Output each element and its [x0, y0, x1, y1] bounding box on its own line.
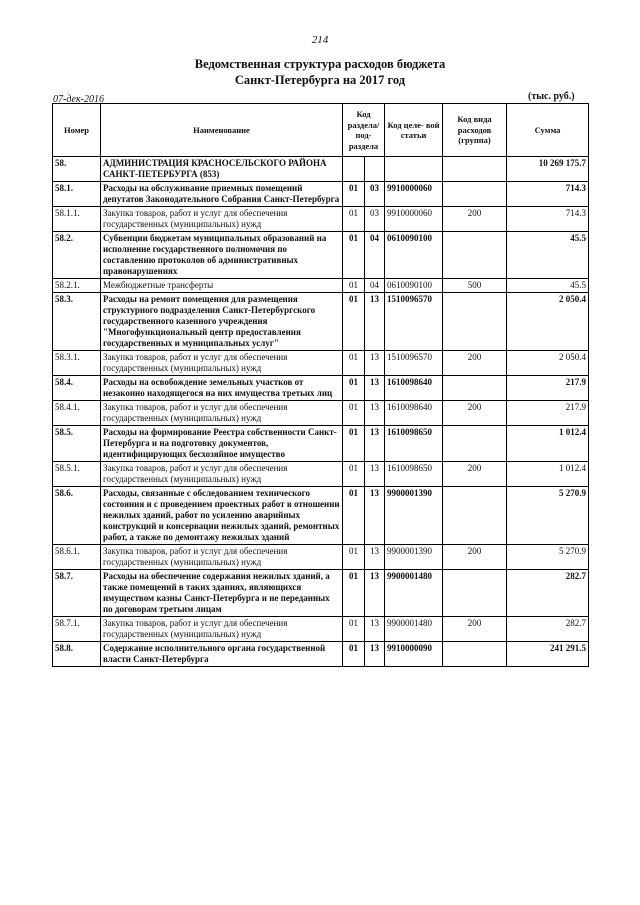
header-section: Код раздела/ под- раздела [343, 104, 385, 157]
row-amount: 2 050.4 [507, 351, 589, 376]
table-row [53, 182, 589, 207]
row-amount: 282.7 [507, 617, 589, 642]
table-row [53, 232, 589, 279]
row-section-code: 01 [343, 570, 365, 617]
header-name: Наименование [101, 104, 343, 157]
row-name: Расходы на ремонт помещения для размещения структурного подразделения Санкт-Петербургского государственного казенного учреждения "Многофункциональный центр предоставления государственных и муниципальных услуг" [101, 293, 343, 351]
row-target-code: 0610090100 [385, 279, 443, 293]
row-expense-type: 200 [443, 545, 507, 570]
row-target-code: 1610098640 [385, 376, 443, 401]
header-amount: Сумма [507, 104, 589, 157]
row-target-code: 1610098640 [385, 401, 443, 426]
table-header-row [53, 104, 589, 157]
row-name: АДМИНИСТРАЦИЯ КРАСНОСЕЛЬСКОГО РАЙОНА САНКТ-ПЕТЕРБУРГА (853) [101, 157, 343, 182]
table-row [53, 642, 589, 667]
row-target-code: 9910000090 [385, 642, 443, 667]
table-row [53, 426, 589, 462]
row-number: 58. [53, 157, 101, 182]
row-number: 58.6. [53, 487, 101, 545]
row-target-code: 1510096570 [385, 293, 443, 351]
row-expense-type [443, 376, 507, 401]
page-number: 214 [311, 34, 329, 46]
row-number: 58.1.1. [53, 207, 101, 232]
row-section-code: 01 [343, 232, 365, 279]
row-name: Содержание исполнительного органа государственной власти Санкт-Петербурга [101, 642, 343, 667]
row-name: Расходы на формирование Реестра собственности Санкт-Петербурга и на подготовку документов, идентифицирующих бесхозяйное имущество [101, 426, 343, 462]
row-section-code [343, 157, 365, 182]
row-subsection-code: 13 [365, 401, 385, 426]
budget-table [52, 103, 589, 667]
table-row [53, 401, 589, 426]
table-row [53, 279, 589, 293]
row-name: Закупка товаров, работ и услуг для обеспечения государственных (муниципальных) нужд [101, 401, 343, 426]
title-line-2: Санкт-Петербурга на 2017 год [234, 73, 406, 87]
row-subsection-code [365, 157, 385, 182]
row-subsection-code: 13 [365, 570, 385, 617]
row-number: 58.4. [53, 376, 101, 401]
row-section-code: 01 [343, 293, 365, 351]
row-number: 58.3. [53, 293, 101, 351]
row-section-code: 01 [343, 617, 365, 642]
row-expense-type: 200 [443, 617, 507, 642]
row-target-code: 9900001390 [385, 545, 443, 570]
row-name: Закупка товаров, работ и услуг для обеспечения государственных (муниципальных) нужд [101, 351, 343, 376]
row-target-code: 1510096570 [385, 351, 443, 376]
row-expense-type: 200 [443, 401, 507, 426]
row-number: 58.4.1. [53, 401, 101, 426]
row-name: Расходы на обеспечение содержания нежилых зданий, а также помещений в таких зданиях, являющихся имуществом казны Санкт-Петербурга и не переданных по договорам третьим лицам [101, 570, 343, 617]
table-row [53, 157, 589, 182]
table-row [53, 545, 589, 570]
row-target-code: 9900001480 [385, 617, 443, 642]
header-number: Номер [53, 104, 101, 157]
row-amount: 241 291.5 [507, 642, 589, 667]
row-subsection-code: 13 [365, 545, 385, 570]
row-amount: 217.9 [507, 376, 589, 401]
row-amount: 1 012.4 [507, 462, 589, 487]
row-section-code: 01 [343, 426, 365, 462]
row-expense-type: 200 [443, 351, 507, 376]
row-amount: 5 270.9 [507, 545, 589, 570]
row-amount: 45.5 [507, 232, 589, 279]
row-subsection-code: 13 [365, 642, 385, 667]
row-expense-type [443, 157, 507, 182]
row-amount: 10 269 175.7 [507, 157, 589, 182]
row-number: 58.6.1. [53, 545, 101, 570]
row-target-code: 9910000060 [385, 182, 443, 207]
row-name: Расходы на освобождение земельных участков от незаконно находящегося на них имущества третьих лиц [101, 376, 343, 401]
row-name: Закупка товаров, работ и услуг для обеспечения государственных (муниципальных) нужд [101, 617, 343, 642]
document-date: 07-дек-2016 [53, 94, 104, 105]
row-section-code: 01 [343, 642, 365, 667]
row-expense-type [443, 426, 507, 462]
row-section-code: 01 [343, 462, 365, 487]
row-amount: 5 270.9 [507, 487, 589, 545]
row-subsection-code: 04 [365, 232, 385, 279]
row-name: Закупка товаров, работ и услуг для обеспечения государственных (муниципальных) нужд [101, 207, 343, 232]
row-name: Закупка товаров, работ и услуг для обеспечения государственных (муниципальных) нужд [101, 462, 343, 487]
table-row [53, 376, 589, 401]
row-name: Расходы, связанные с обследованием технического состояния и с проведением проектных работ в отношении нежилых зданий, работ по усилению аварийных конструкций и консервации нежилых зданий, ремонтных работ, а также по демонтажу нежилых зданий [101, 487, 343, 545]
table-row [53, 293, 589, 351]
row-target-code: 0610090100 [385, 232, 443, 279]
table-row [53, 207, 589, 232]
header-expense-type: Код вида расходов (группа) [443, 104, 507, 157]
row-expense-type [443, 487, 507, 545]
row-number: 58.5.1. [53, 462, 101, 487]
row-name: Закупка товаров, работ и услуг для обеспечения государственных (муниципальных) нужд [101, 545, 343, 570]
table-row [53, 487, 589, 545]
row-subsection-code: 03 [365, 182, 385, 207]
row-number: 58.1. [53, 182, 101, 207]
row-expense-type [443, 293, 507, 351]
row-subsection-code: 03 [365, 207, 385, 232]
row-expense-type [443, 570, 507, 617]
row-number: 58.2. [53, 232, 101, 279]
row-subsection-code: 13 [365, 487, 385, 545]
row-amount: 282.7 [507, 570, 589, 617]
row-amount: 217.9 [507, 401, 589, 426]
row-subsection-code: 04 [365, 279, 385, 293]
row-amount: 714.3 [507, 207, 589, 232]
row-target-code: 1610098650 [385, 426, 443, 462]
row-section-code: 01 [343, 182, 365, 207]
row-section-code: 01 [343, 401, 365, 426]
row-amount: 2 050.4 [507, 293, 589, 351]
row-section-code: 01 [343, 376, 365, 401]
row-subsection-code: 13 [365, 293, 385, 351]
row-section-code: 01 [343, 279, 365, 293]
row-expense-type: 200 [443, 207, 507, 232]
table-row [53, 351, 589, 376]
header-target: Код целе- вой статьи [385, 104, 443, 157]
row-expense-type: 200 [443, 462, 507, 487]
row-number: 58.3.1. [53, 351, 101, 376]
row-amount: 45.5 [507, 279, 589, 293]
row-target-code: 9910000060 [385, 207, 443, 232]
row-target-code: 9900001480 [385, 570, 443, 617]
row-expense-type [443, 232, 507, 279]
row-number: 58.5. [53, 426, 101, 462]
row-number: 58.7.1. [53, 617, 101, 642]
row-section-code: 01 [343, 487, 365, 545]
document-title [0, 56, 640, 88]
row-subsection-code: 13 [365, 426, 385, 462]
table-row [53, 617, 589, 642]
row-name: Субвенции бюджетам муниципальных образований на исполнение государственного полномочия по составлению протоколов об административных правонарушениях [101, 232, 343, 279]
row-name: Расходы на обслуживание приемных помещений депутатов Законодательного Собрания Санкт-Петербурга [101, 182, 343, 207]
row-amount: 714.3 [507, 182, 589, 207]
row-subsection-code: 13 [365, 462, 385, 487]
row-section-code: 01 [343, 207, 365, 232]
row-section-code: 01 [343, 351, 365, 376]
row-subsection-code: 13 [365, 351, 385, 376]
row-target-code: 1610098650 [385, 462, 443, 487]
row-target-code [385, 157, 443, 182]
currency-units: (тыс. руб.) [528, 91, 575, 102]
row-subsection-code: 13 [365, 617, 385, 642]
table-row [53, 570, 589, 617]
row-subsection-code: 13 [365, 376, 385, 401]
row-expense-type: 500 [443, 279, 507, 293]
table-body [53, 157, 589, 667]
row-section-code: 01 [343, 545, 365, 570]
row-expense-type [443, 642, 507, 667]
row-number: 58.7. [53, 570, 101, 617]
table-row [53, 462, 589, 487]
title-line-1: Ведомственная структура расходов бюджета [194, 57, 446, 71]
row-number: 58.2.1. [53, 279, 101, 293]
row-target-code: 9900001390 [385, 487, 443, 545]
row-expense-type [443, 182, 507, 207]
row-amount: 1 012.4 [507, 426, 589, 462]
row-name: Межбюджетные трансферты [101, 279, 343, 293]
row-number: 58.8. [53, 642, 101, 667]
